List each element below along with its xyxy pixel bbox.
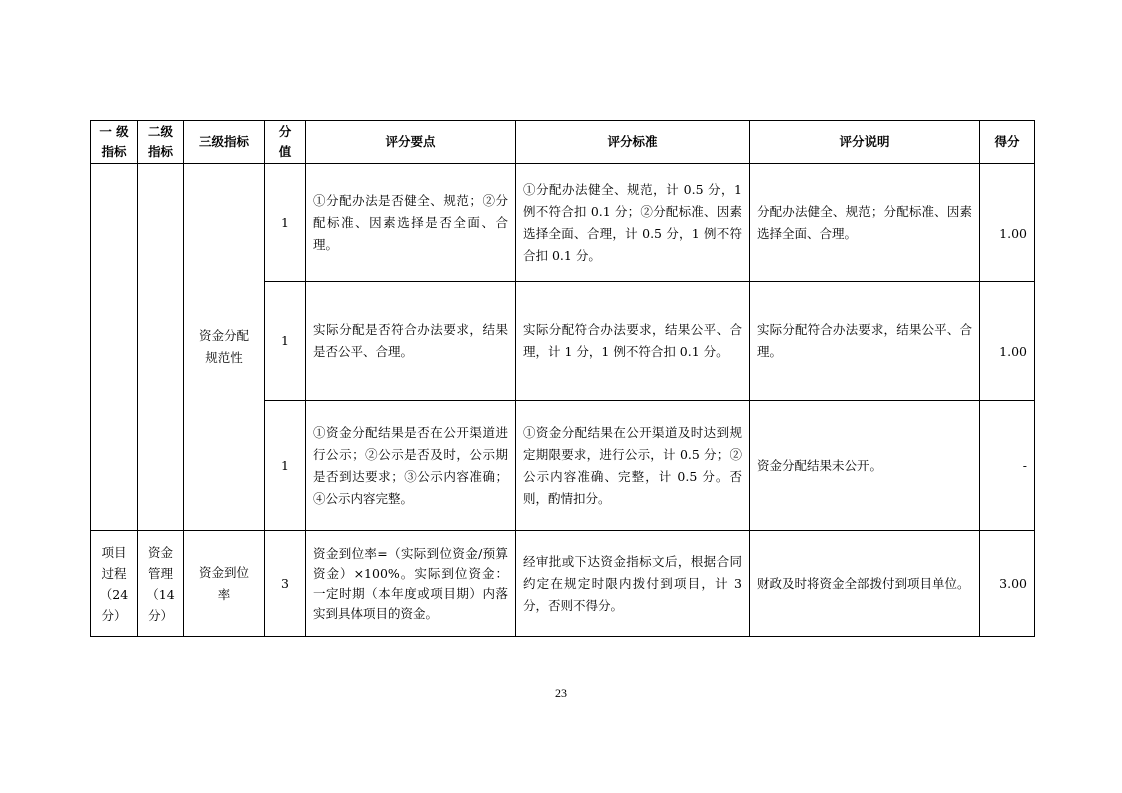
header-key-points: 评分要点 [306, 121, 516, 164]
result-cell: 1.00 [980, 282, 1035, 401]
standard-cell: 经审批或下达资金指标文后，根据合同约定在规定时限内拨付到项目，计 3 分，否则不得分。 [516, 531, 750, 637]
standard-cell: ①资金分配结果在公开渠道及时达到规定期限要求，进行公示，计 0.5 分；②公示内容准确、完整，计 0.5 分。否则，酌情扣分。 [516, 401, 750, 531]
header-level3: 三级指标 [184, 121, 265, 164]
header-standard: 评分标准 [516, 121, 750, 164]
score-cell: 1 [265, 282, 306, 401]
standard-cell: ①分配办法健全、规范，计 0.5 分，1 例不符合扣 0.1 分；②分配标准、因素选择全面、合理，计 0.5 分，1 例不符合扣 0.1 分。 [516, 164, 750, 282]
header-row [91, 121, 1035, 164]
header-level1: 一 级 指标 [91, 121, 138, 164]
level1-cell-empty [91, 164, 138, 531]
table-row [91, 531, 1035, 637]
header-level2: 二级 指标 [138, 121, 184, 164]
level3-cell: 资金分配 规范性 [184, 164, 265, 531]
explanation-cell: 分配办法健全、规范；分配标准、因素选择全面、合理。 [750, 164, 980, 282]
header-explanation: 评分说明 [750, 121, 980, 164]
result-cell: - [980, 401, 1035, 531]
key-points-cell: 资金到位率=（实际到位资金/预算资金）×100%。实际到位资金：一定时期（本年度或项目期）内落实到具体项目的资金。 [306, 531, 516, 637]
explanation-cell: 资金分配结果未公开。 [750, 401, 980, 531]
level2-cell: 资金 管理 （14 分） [138, 531, 184, 637]
header-result: 得分 [980, 121, 1035, 164]
level3-cell: 资金到位 率 [184, 531, 265, 637]
result-cell: 1.00 [980, 164, 1035, 282]
level1-cell: 项目 过程 （24 分） [91, 531, 138, 637]
score-cell: 1 [265, 164, 306, 282]
score-cell: 1 [265, 401, 306, 531]
key-points-cell: ①资金分配结果是否在公开渠道进行公示；②公示是否及时，公示期是否到达要求；③公示内容准确；④公示内容完整。 [306, 401, 516, 531]
header-score: 分 值 [265, 121, 306, 164]
key-points-cell: ①分配办法是否健全、规范；②分配标准、因素选择是否全面、合理。 [306, 164, 516, 282]
score-cell: 3 [265, 531, 306, 637]
table-row [91, 164, 1035, 282]
result-cell: 3.00 [980, 531, 1035, 637]
level2-cell-empty [138, 164, 184, 531]
standard-cell: 实际分配符合办法要求，结果公平、合理，计 1 分，1 例不符合扣 0.1 分。 [516, 282, 750, 401]
explanation-cell: 实际分配符合办法要求，结果公平、合理。 [750, 282, 980, 401]
key-points-cell: 实际分配是否符合办法要求，结果是否公平、合理。 [306, 282, 516, 401]
explanation-cell: 财政及时将资金全部拨付到项目单位。 [750, 531, 980, 637]
scoring-table [90, 120, 1035, 637]
page-number: 23 [555, 686, 567, 700]
